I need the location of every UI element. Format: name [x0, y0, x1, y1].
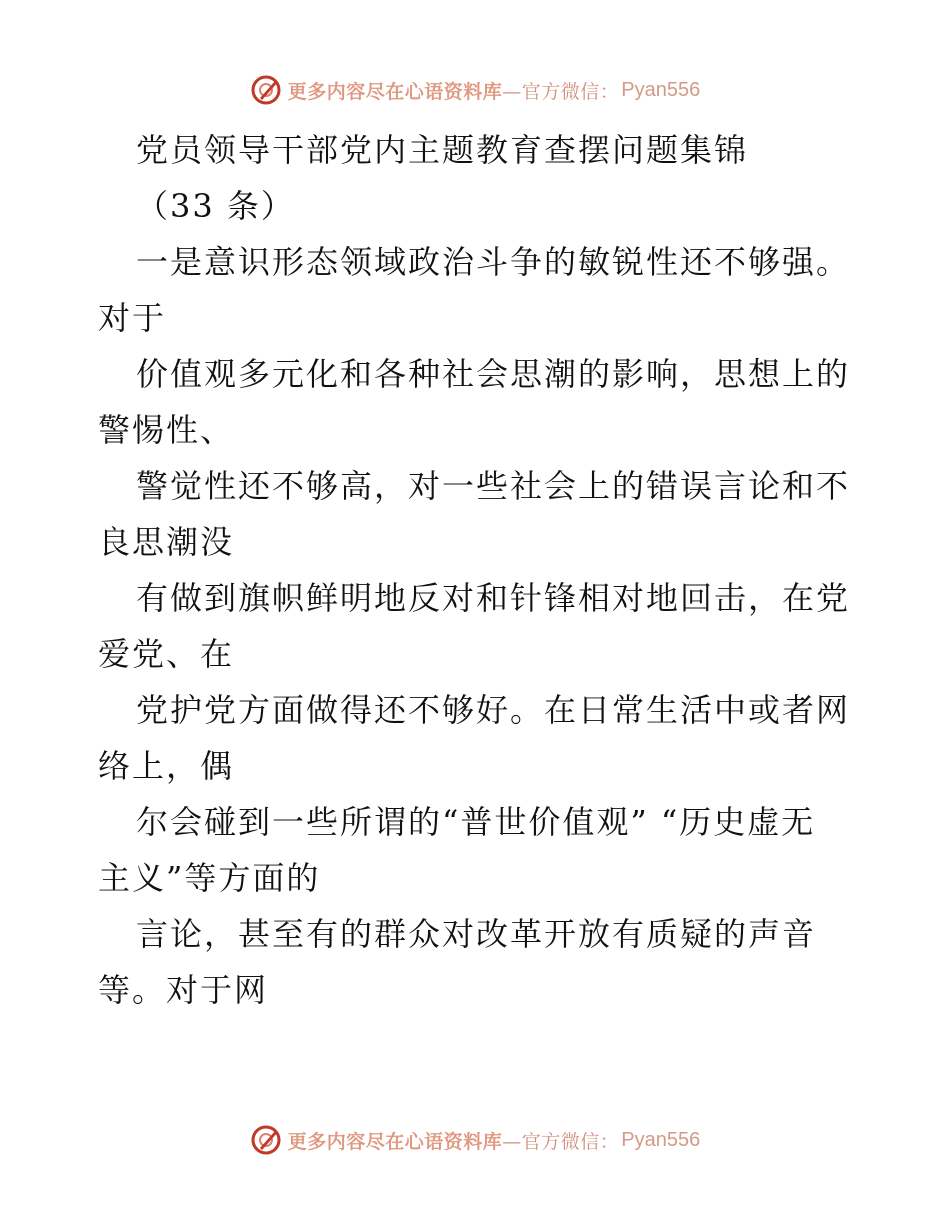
body-line: 警惕性、	[98, 411, 235, 449]
body-line: 警觉性还不够高，对一些社会上的错误言论和不	[136, 467, 851, 505]
body-line: 党护党方面做得还不够好。在日常生活中或者网	[136, 691, 851, 729]
body-line: 等。对于网	[98, 971, 269, 1009]
document-title: 党员领导干部党内主题教育查摆问题集锦	[136, 131, 749, 169]
body-line: 主义”等方面的	[98, 859, 321, 897]
document-subtitle: （33 条）	[136, 187, 295, 225]
logo-icon	[250, 74, 282, 106]
body-line: 一是意识形态领域政治斗争的敏锐性还不够强。	[136, 243, 851, 281]
banner-dash-text: —官方微信：	[502, 80, 620, 103]
footer-banner	[0, 1120, 950, 1160]
banner-wechat-id: Pyan556	[621, 78, 701, 101]
document-body	[98, 122, 858, 1018]
body-line: 对于	[98, 299, 167, 337]
banner-wechat-id: Pyan556	[621, 1128, 701, 1151]
body-line: 价值观多元化和各种社会思潮的影响，思想上的	[136, 355, 851, 393]
body-line: 有做到旗帜鲜明地反对和针锋相对地回击，在党	[136, 579, 851, 617]
body-line: 言论，甚至有的群众对改革开放有质疑的声音	[136, 915, 817, 953]
banner-main-text: 更多内容尽在心语资料库	[287, 1130, 503, 1153]
header-banner	[0, 70, 950, 110]
logo-icon	[250, 1124, 282, 1156]
body-line: 尔会碰到一些所谓的“普世价值观” “历史虚无	[136, 803, 816, 841]
banner-dash-text: —官方微信：	[502, 1130, 620, 1153]
body-line: 络上，偶	[98, 747, 235, 785]
body-line: 良思潮没	[98, 523, 235, 561]
banner-main-text: 更多内容尽在心语资料库	[287, 80, 503, 103]
body-line: 爱党、在	[98, 635, 235, 673]
